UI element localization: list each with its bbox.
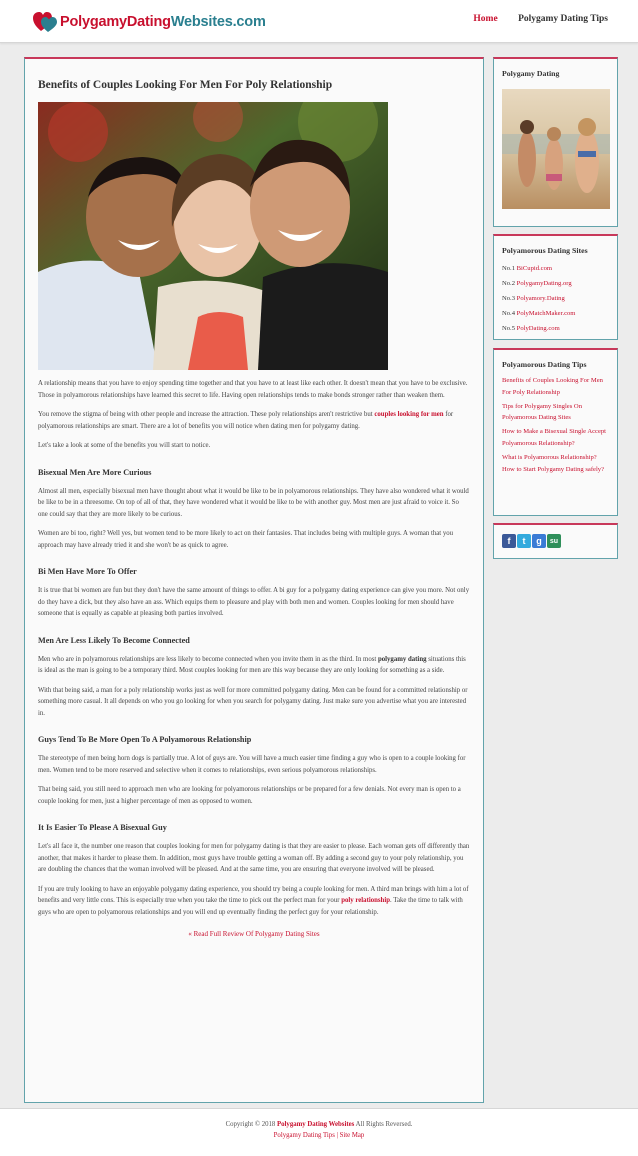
- site-link-bicupid[interactable]: BiCupid.com: [516, 265, 553, 272]
- text-segment: If you are truly looking to have an enjoyable polygamy dating experience, you should try being a couple looking for men. A third man brings with him a lot of benefits and very little cons. This is especially true when you take the time to pick out the perfect man for your: [38, 885, 469, 904]
- google-icon[interactable]: g: [532, 534, 546, 548]
- paragraph: The stereotype of men being horn dogs is partially true. A lot of guys are. You will have a much easier time finding a guy who is open to a couple looking for men. Women tend to be more reserved and selective when it comes to relationships, even serious polyamorous relationships.: [38, 755, 466, 774]
- logo-text-part1: PolygamyDating: [60, 14, 171, 30]
- sidebar-box-polygamy-dating: [493, 57, 618, 227]
- couples-looking-for-men-link[interactable]: couples looking for men: [374, 411, 444, 418]
- paragraph: With that being said, a man for a poly relationship works just as well for more committed polygamy dating. Men can be found for a committed relationship or something more casual. It all depends on who you go looking for when you search for polygamy dating. Just make sure you advertise what you are interested in.: [38, 686, 468, 717]
- text-segment: for polyamorous relationships are smart. There are a lot of benefits you will notice when dating men for polygamy dating.: [38, 411, 454, 430]
- sidebar-box-dating-sites: [493, 234, 618, 340]
- read-full-review-link[interactable]: « Read Full Review Of Polygamy Dating Sites: [188, 930, 320, 938]
- paragraph: [38, 409, 470, 432]
- couple-photo: [38, 102, 388, 370]
- sidebar-box-title: Polygamy Dating: [502, 69, 560, 78]
- text-segment: situations this is ideal as the man is going to be a temporary third. Most couples looking for men are this way because they are only looking for something as a side.: [38, 655, 466, 674]
- tip-link[interactable]: Tips for Polygamy Singles On Polyamorous Dating Sites: [502, 402, 582, 422]
- paragraph: Let's all face it, the number one reason that couples looking for men for polygamy dating is that they are easier to please. Each woman gets off differently than another, that makes it harder to please them. In addition, most guys have trouble getting a woman off. By adding a second guy to your poly relationship, you are doubling the chances that the woman involved will be pleased. And at the same time, you are ensuring that everyone involved will be pleased.: [38, 843, 470, 873]
- logo-text-part2: Websites.com: [170, 14, 266, 30]
- tip-link[interactable]: Benefits of Couples Looking For Men For Poly Relationship: [502, 377, 603, 396]
- footer-links[interactable]: Polygamy Dating Tips | Site Map: [273, 1132, 365, 1139]
- sidebar-box-title: Polyamorous Dating Sites: [502, 246, 588, 255]
- main-nav: [455, 14, 608, 24]
- tip-link[interactable]: What is Polyamorous Relationship? How to Start Polygamy Dating safely?: [502, 453, 605, 473]
- paragraph: A relationship means that you have to enjoy spending time together and that you have to at least like each other. It doesn't mean that you have to be exclusive. Those in polyamorous relationships have learned this secret to life. Having open relationships tends to make bonds stronger rather than weaken them.: [38, 380, 468, 399]
- sidebar-box-social: [493, 523, 618, 559]
- copyright-text: All Rights Reversed.: [354, 1121, 413, 1128]
- footer-brand-link[interactable]: Polygamy Dating Websites: [276, 1121, 355, 1128]
- article: [25, 59, 483, 938]
- sidebar-box-dating-tips: [493, 348, 618, 516]
- facebook-icon[interactable]: f: [502, 534, 516, 548]
- stumbleupon-icon[interactable]: su: [547, 534, 561, 548]
- poly-relationship-link[interactable]: poly relationship: [341, 897, 390, 904]
- list-item: [502, 321, 617, 336]
- text-segment: . Take the time to talk with guys who are open to polyamorous relationships and you will end up eventually finding the perfect guy for your relationship.: [38, 897, 463, 916]
- dating-sites-list: [502, 261, 617, 336]
- main-content: [24, 57, 484, 1103]
- list-item: [502, 276, 617, 291]
- paragraph: That being said, you still need to approach men who are looking for polyamorous relationships or be prepared for a few denials. Not every man is open to a couple looking for men, just a higher percentage of men as opposed to women.: [38, 786, 461, 805]
- rank-number: No.3: [502, 295, 517, 302]
- copyright: [0, 1121, 638, 1128]
- paragraph: Let's take a look at some of the benefits you will start to notice.: [38, 442, 211, 449]
- sidebar-box-title: Polyamorous Dating Tips: [502, 360, 587, 369]
- list-item: [502, 306, 617, 321]
- site-header: [0, 0, 638, 43]
- paragraph: [38, 654, 470, 677]
- site-link-polydating[interactable]: PolyDating.com: [516, 325, 560, 332]
- paragraph: Almost all men, especially bisexual men have thought about what it would be like to be in polyamorous relationships. They have also wondered what it would be like to be in a threesome. On top of all of that, they have wondered what it would be like to be with another guy. Most men are just afraid to voice it. So one could say that they are more likely to be curious.: [38, 487, 469, 518]
- rank-number: No.2: [502, 280, 517, 287]
- social-share-bar: [502, 534, 617, 548]
- paragraph: It is true that bi women are fun but they don't have the same amount of things to offer. A bi guy for a polygamy dating experience can give you more. Not only do they have a dick, but they also have an ass. Which equips them to pleasure and play with both men and women. Couples looking for men should have someone that is equally as capable at pleasing both parties involved.: [38, 587, 470, 617]
- beach-photo[interactable]: [502, 89, 610, 209]
- tip-link[interactable]: How to Make a Bisexual Single Accept Polyamorous Relationship?: [502, 428, 607, 447]
- copyright-text: Copyright © 2018: [225, 1121, 277, 1128]
- section-heading: Bisexual Men Are More Curious: [38, 467, 152, 477]
- site-logo[interactable]: [33, 10, 266, 34]
- paragraph: Women are bi too, right? Well yes, but women tend to be more likely to act on their fantasies. That includes being with multiple guys. A woman that you approach may have already tried it and she won't be as quick to agree.: [38, 530, 454, 549]
- paragraph: [38, 884, 470, 919]
- list-item: [502, 261, 617, 276]
- site-link-polygamydating[interactable]: PolygamyDating.org: [516, 280, 572, 287]
- rank-number: No.5: [502, 325, 517, 332]
- rank-number: No.4: [502, 310, 517, 317]
- section-heading: It Is Easier To Please A Bisexual Guy: [38, 823, 167, 832]
- dating-tips-list: [502, 375, 611, 475]
- list-item: [502, 291, 617, 306]
- article-title: Benefits of Couples Looking For Men For Poly Relationship: [38, 79, 333, 91]
- site-link-polyamory-dating[interactable]: Polyamory.Dating: [516, 295, 565, 302]
- nav-home[interactable]: Home: [473, 14, 498, 24]
- text-segment: You remove the stigma of being with other people and increase the attraction. These poly relationships aren't restrictive but: [38, 411, 375, 418]
- section-heading: Guys Tend To Be More Open To A Polyamorous Relationship: [38, 735, 252, 744]
- section-heading: Men Are Less Likely To Become Connected: [38, 635, 190, 645]
- bold-text: polygamy dating: [377, 655, 427, 663]
- site-footer: [0, 1108, 638, 1156]
- section-heading: Bi Men Have More To Offer: [38, 567, 137, 576]
- text-segment: Men who are in polyamorous relationships are less likely to become connected when you invite them in as the third. In most: [38, 655, 378, 663]
- site-link-polymatchmaker[interactable]: PolyMatchMaker.com: [516, 310, 576, 317]
- twitter-icon[interactable]: t: [517, 534, 531, 548]
- rank-number: No.1: [502, 265, 517, 272]
- hearts-logo-icon: [33, 11, 57, 33]
- nav-polygamy-dating-tips[interactable]: Polygamy Dating Tips: [518, 14, 608, 24]
- logo-text: [60, 14, 266, 30]
